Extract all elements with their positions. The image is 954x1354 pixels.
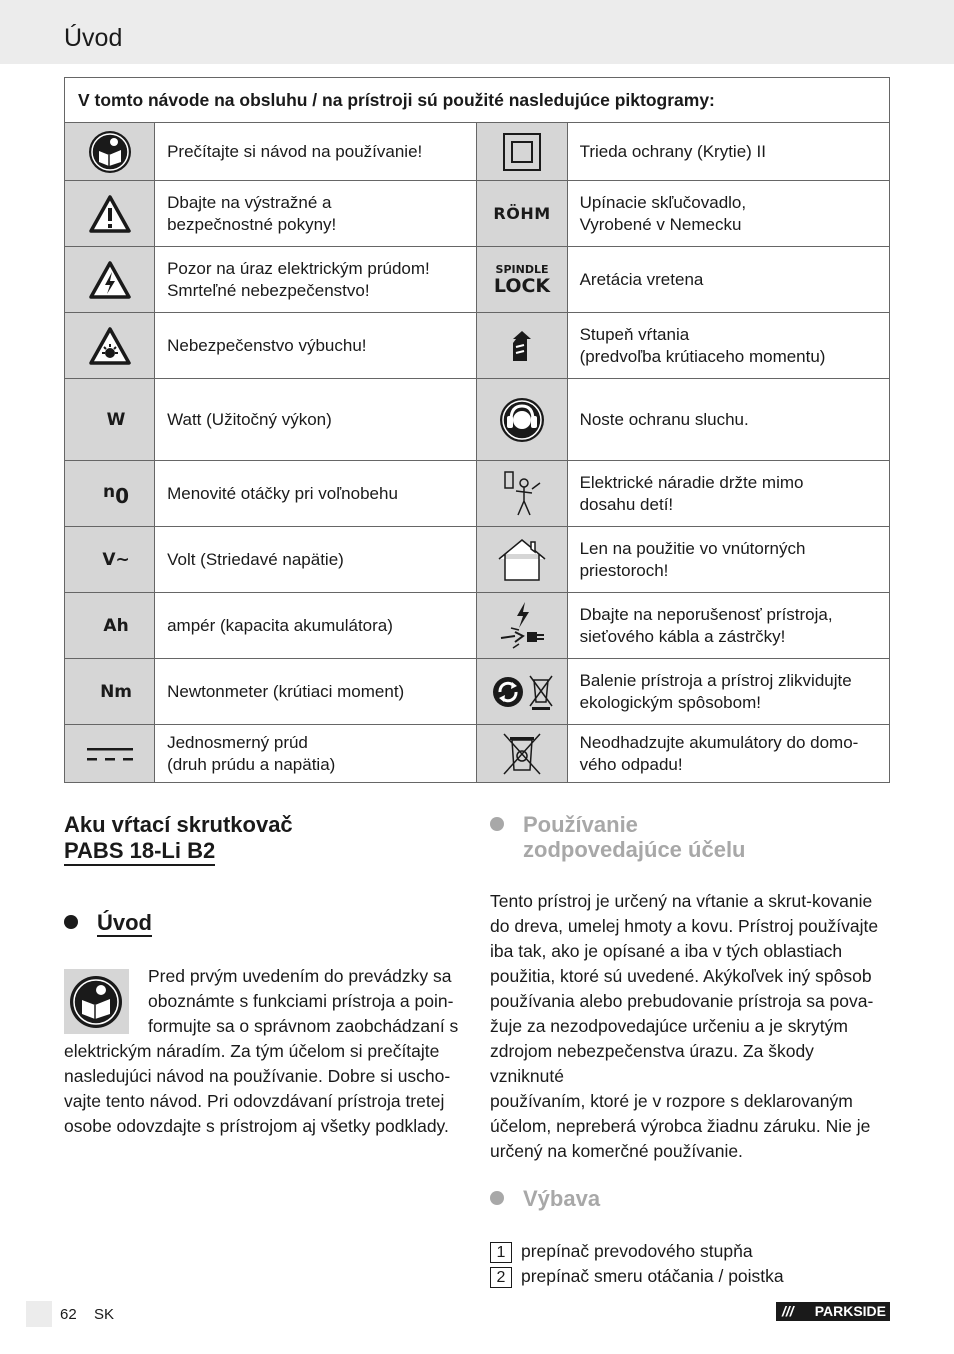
- page-title: Úvod: [64, 24, 123, 52]
- watt-symbol: W: [65, 379, 155, 461]
- list-item: [490, 1240, 753, 1263]
- equipment-heading: Výbava: [490, 1186, 890, 1211]
- keep-away-from-children-icon: [477, 461, 567, 527]
- table-cell: Balenie prístroja a prístroj zlikvidujte ekologickým spôsobom!: [567, 659, 889, 725]
- protection-class-ii-icon: [477, 123, 567, 181]
- table-cell: ampér (kapacita akumulátora): [155, 593, 477, 659]
- table-cell: Noste ochranu sluchu.: [567, 379, 889, 461]
- intro-heading: Úvod: [64, 910, 462, 935]
- footer-page-marker: [26, 1301, 52, 1327]
- drill-stage-icon: [477, 313, 567, 379]
- table-cell: Len na použitie vo vnútorných priestoroch!: [567, 527, 889, 593]
- read-manual-icon: [65, 123, 155, 181]
- pictogram-table: [64, 77, 890, 783]
- item-number: 1: [490, 1242, 512, 1263]
- list-item: [490, 1265, 784, 1288]
- volt-symbol: V~: [65, 527, 155, 593]
- damaged-cable-icon: [477, 593, 567, 659]
- table-cell: Volt (Striedavé napätie): [155, 527, 477, 593]
- product-title-line2: PABS 18-Li B2: [64, 838, 215, 866]
- header-band: [0, 0, 954, 64]
- bullet-icon: [64, 915, 78, 929]
- table-cell: Watt (Užitočný výkon): [155, 379, 477, 461]
- hearing-protection-icon: [477, 379, 567, 461]
- newtonmeter-symbol: Nm: [65, 659, 155, 725]
- warning-triangle-icon: [65, 181, 155, 247]
- explosion-warning-icon: [65, 313, 155, 379]
- page-number: 62: [60, 1306, 77, 1323]
- no-battery-household-waste-icon: [477, 725, 567, 783]
- table-cell: Nebezpečenstvo výbuchu!: [155, 313, 477, 379]
- table-heading: V tomto návode na obsluhu / na prístroji sú použité nasledujúce piktogramy:: [65, 78, 890, 123]
- table-cell: Stupeň vŕtania (predvoľba krútiaceho momentu): [567, 313, 889, 379]
- item-number: 2: [490, 1267, 512, 1288]
- ampere-hour-symbol: Ah: [65, 593, 155, 659]
- table-cell: Elektrické náradie držte mimo dosahu detí!: [567, 461, 889, 527]
- usage-heading: Používanie zodpovedajúce účelu: [490, 812, 890, 862]
- table-cell: Menovité otáčky pri voľnobehu: [155, 461, 477, 527]
- table-cell: Dbajte na výstražné a bezpečnostné pokyny!: [155, 181, 477, 247]
- bullet-icon: [490, 1191, 504, 1205]
- recycling-icon: [477, 659, 567, 725]
- table-cell: Trieda ochrany (Krytie) II: [567, 123, 889, 181]
- table-cell: Dbajte na neporušenosť prístroja, sieťového kábla a zástrčky!: [567, 593, 889, 659]
- electric-shock-warning-icon: [65, 247, 155, 313]
- spindle-lock-logo: SPINDLE LOCK: [477, 247, 567, 313]
- product-title-line1: Aku vŕtací skrutkovač: [64, 812, 293, 837]
- table-cell: Upínacie skľučovadlo, Vyrobené v Nemecku: [567, 181, 889, 247]
- language-code: SK: [94, 1306, 115, 1323]
- indoor-use-icon: [477, 527, 567, 593]
- rohm-logo: RÖHM: [477, 181, 567, 247]
- table-cell: Jednosmerný prúd (druh prúdu a napätia): [155, 725, 477, 783]
- parkside-logo: /// PARKSIDE: [776, 1302, 890, 1321]
- no-load-speed-symbol: $n_0$: [65, 461, 155, 527]
- item-label: prepínač smeru otáčania / poistka: [521, 1266, 784, 1286]
- usage-text: Tento prístroj je určený na vŕtanie a skrut-kovanie do dreva, umelej hmoty a kovu. Prístroj používajte iba tak, ako je opísané a iba v tých oblastiach použitia, ktoré sú uvedené. Akýkoľvek iný spôsob používania alebo prebudovanie prístroja sa pova- žuje za nezodpovedajúce určeniu a je skrytým zdrojom nebezpečenstva úrazu. Za škody vzniknuté používaním, ktoré je v rozpore s deklarovaným účelom, nepreberá výrobca žiadnu záruku. Nie je určený na komerčné používanie.: [490, 891, 879, 1161]
- table-cell: Neodhadzujte akumulátory do domo- vého odpadu!: [567, 725, 889, 783]
- intro-text: elektrickým náradím. Za tým účelom si prečítajte nasledujúci návod na používanie. Dobre si uscho- vajte tento návod. Pri odovzdávaní prístroja tretej osobe odovzdajte s prístrojom aj všetky podklady.: [64, 1041, 451, 1136]
- item-label: prepínač prevodového stupňa: [521, 1241, 753, 1261]
- product-title: [64, 812, 462, 866]
- read-manual-icon: [64, 969, 129, 1034]
- table-cell: Prečítajte si návod na používanie!: [155, 123, 477, 181]
- table-cell: Pozor na úraz elektrickým prúdom! Smrteľné nebezpečenstvo!: [155, 247, 477, 313]
- table-cell: Newtonmeter (krútiaci moment): [155, 659, 477, 725]
- table-cell: Aretácia vretena: [567, 247, 889, 313]
- intro-text-indented: Pred prvým uvedením do prevádzky sa oboznámte s funkciami prístroja a poin- formujte sa o správnom zaobchádzaní s: [148, 966, 459, 1036]
- direct-current-symbol: [65, 725, 155, 783]
- bullet-icon: [490, 817, 504, 831]
